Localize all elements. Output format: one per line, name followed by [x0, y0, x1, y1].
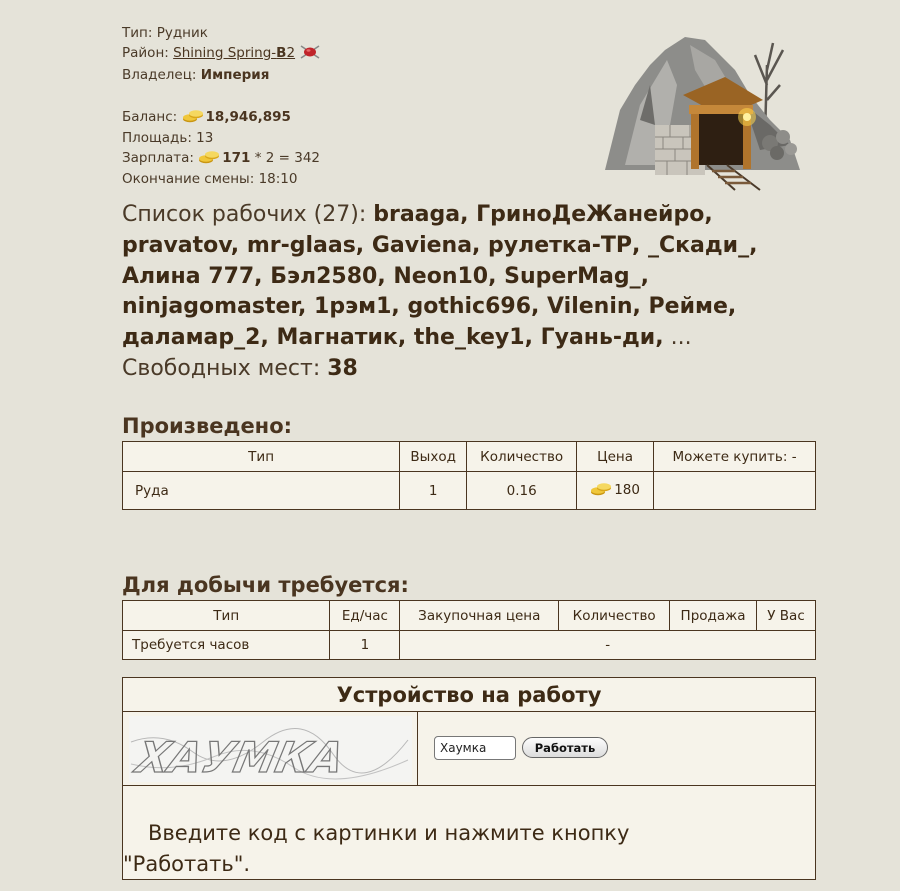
- column-header: Продажа: [670, 601, 757, 631]
- gold-icon: [198, 150, 220, 171]
- district-link[interactable]: [173, 45, 295, 61]
- required-type: Требуется часов: [123, 631, 330, 660]
- district-row: [122, 44, 321, 67]
- type-value: Рудник: [156, 25, 208, 41]
- column-header: Можете купить: -: [654, 442, 816, 472]
- hint-line-1: Введите код с картинки и нажмите кнопку: [148, 821, 630, 845]
- workers-more[interactable]: ...: [670, 325, 692, 351]
- free-slots-value: 38: [327, 355, 358, 381]
- required-table: [122, 600, 816, 660]
- output-value: 1: [400, 472, 467, 510]
- column-header: Выход: [400, 442, 467, 472]
- district-link-number: 2: [286, 44, 296, 61]
- district-label: Район:: [122, 44, 169, 61]
- mine-illustration: [595, 25, 805, 195]
- area-row: [122, 129, 321, 149]
- owner-label: Владелец:: [122, 67, 197, 83]
- employment-hint: [123, 818, 813, 880]
- column-header: Количество: [467, 442, 577, 472]
- owner-value: Империя: [200, 67, 270, 83]
- gold-icon: [590, 482, 612, 500]
- resource-type: Руда: [123, 472, 400, 510]
- gold-icon: [182, 109, 204, 130]
- shift-value: 18:10: [258, 171, 298, 187]
- table-row: [123, 472, 816, 510]
- salary-value: 171: [222, 149, 251, 166]
- balance-label: Баланс:: [122, 108, 178, 125]
- salary-formula: * 2 = 342: [254, 149, 320, 166]
- free-slots-label: Свободных мест:: [122, 355, 321, 381]
- column-header: Цена: [577, 442, 654, 472]
- district-link-main: Shining Spring-: [173, 44, 277, 61]
- quantity-value: 0.16: [467, 472, 577, 510]
- price-cell: [577, 472, 654, 510]
- shift-row: [122, 170, 321, 190]
- employment-form: [122, 677, 816, 880]
- salary-label: Зарплата:: [122, 149, 194, 166]
- produced-table: [122, 441, 816, 510]
- captcha-row: [123, 712, 815, 786]
- work-button[interactable]: Работать: [522, 737, 608, 758]
- war-icon: [299, 44, 321, 67]
- column-header: Количество: [559, 601, 670, 631]
- balance-row: [122, 108, 321, 130]
- employment-title: Устройство на работу: [123, 678, 815, 712]
- column-header: У Вас: [757, 601, 816, 631]
- required-rest: -: [400, 631, 816, 660]
- building-info: [122, 24, 321, 190]
- captcha-text: ХАУМКА: [131, 734, 349, 783]
- column-header: Закупочная цена: [400, 601, 559, 631]
- area-value: 13: [196, 130, 214, 146]
- captcha-image: [123, 712, 418, 785]
- table-row: [123, 631, 816, 660]
- area-label: Площадь:: [122, 130, 192, 146]
- table-header-row: [123, 601, 816, 631]
- workers-names[interactable]: braaga, ГриноДеЖанейро, pravatov, mr-glaas, Gaviena, рулетка-ТР, _Скади_, Алина 777, Бэл2580, Neon10, SuperMag_, ninjagomaster, 1рэм1, gothic696, Vilenin, Рейме, даламар_2, Магнатик, the_key1, Гуань-ди,: [122, 202, 758, 351]
- table-header-row: [123, 442, 816, 472]
- required-title: Для добычи требуется:: [122, 573, 409, 597]
- shift-label: Окончание смены:: [122, 171, 255, 187]
- hint-line-2: "Работать".: [123, 852, 251, 876]
- captcha-input[interactable]: [434, 736, 516, 760]
- type-label: Тип:: [122, 25, 153, 41]
- workers-label: Список рабочих (27):: [122, 202, 367, 227]
- column-header: Тип: [123, 442, 400, 472]
- salary-row: [122, 149, 321, 171]
- district-link-sector: B: [276, 44, 287, 61]
- workers-list: [122, 200, 802, 385]
- balance-value: 18,946,895: [205, 108, 291, 125]
- per-hour-value: 1: [330, 631, 400, 660]
- type-row: [122, 24, 321, 44]
- owner-row: [122, 66, 321, 86]
- price-value: 180: [614, 481, 640, 498]
- column-header: Тип: [123, 601, 330, 631]
- produced-title: Произведено:: [122, 414, 293, 438]
- column-header: Ед/час: [330, 601, 400, 631]
- can-buy-cell: [654, 472, 816, 510]
